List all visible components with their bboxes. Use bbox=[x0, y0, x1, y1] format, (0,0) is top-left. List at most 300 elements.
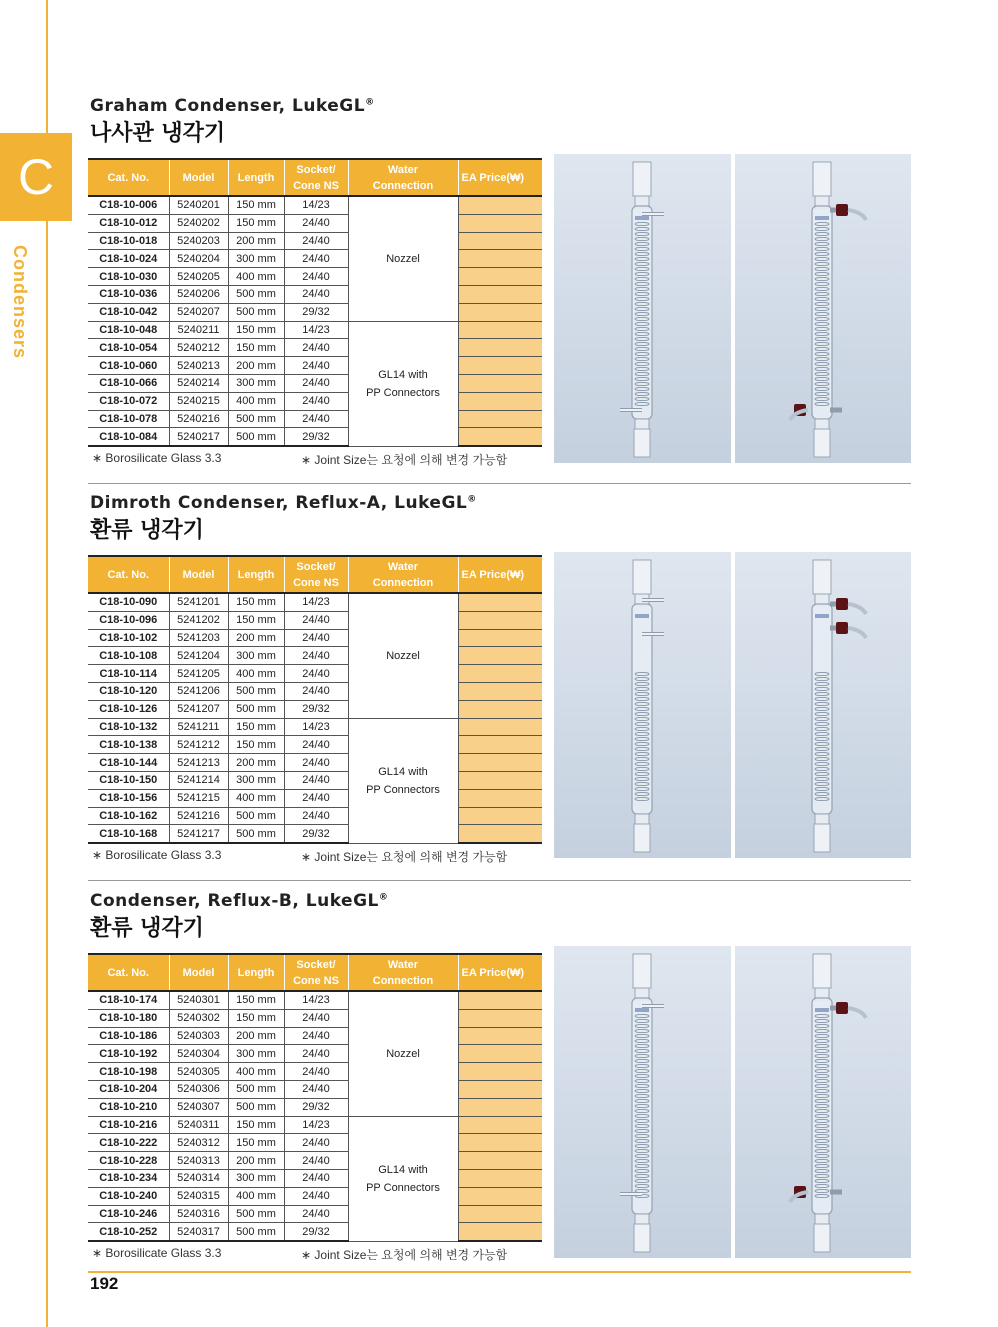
socket-size: 24/40 bbox=[284, 1187, 348, 1205]
cat-no: C18-10-150 bbox=[88, 771, 169, 789]
model-no: 5240301 bbox=[169, 991, 228, 1009]
price-cell bbox=[458, 718, 542, 736]
length-value: 150 mm bbox=[228, 1009, 284, 1027]
condenser-drawing-part bbox=[836, 1002, 848, 1014]
cat-no: C18-10-120 bbox=[88, 682, 169, 700]
length-value: 300 mm bbox=[228, 1045, 284, 1063]
cat-no: C18-10-072 bbox=[88, 392, 169, 410]
table-row bbox=[88, 1116, 542, 1134]
price-cell bbox=[458, 665, 542, 683]
length-value: 500 mm bbox=[228, 700, 284, 718]
cat-no: C18-10-234 bbox=[88, 1169, 169, 1187]
length-value: 150 mm bbox=[228, 991, 284, 1009]
table-row bbox=[88, 1187, 542, 1205]
cat-no: C18-10-180 bbox=[88, 1009, 169, 1027]
cat-no: C18-10-240 bbox=[88, 1187, 169, 1205]
cat-no: C18-10-018 bbox=[88, 232, 169, 250]
table-row bbox=[88, 1169, 542, 1187]
water-connection-nozzel: Nozzel bbox=[348, 196, 458, 321]
condenser-drawing-part bbox=[634, 824, 650, 852]
model-no: 5240313 bbox=[169, 1152, 228, 1170]
table-row bbox=[88, 357, 542, 375]
table-row bbox=[88, 250, 542, 268]
model-no: 5241211 bbox=[169, 718, 228, 736]
model-no: 5240305 bbox=[169, 1063, 228, 1081]
section-title: Dimroth Condenser, Reflux-A, LukeGL® bbox=[90, 493, 477, 513]
length-value: 500 mm bbox=[228, 1098, 284, 1116]
model-no: 5240315 bbox=[169, 1187, 228, 1205]
model-no: 5240307 bbox=[169, 1098, 228, 1116]
length-value: 400 mm bbox=[228, 665, 284, 683]
table-row bbox=[88, 807, 542, 825]
table-row bbox=[88, 825, 542, 843]
length-value: 400 mm bbox=[228, 1063, 284, 1081]
length-value: 300 mm bbox=[228, 250, 284, 268]
length-value: 300 mm bbox=[228, 771, 284, 789]
section-subtitle: 나사관 냉각기 bbox=[90, 121, 226, 146]
price-cell bbox=[458, 268, 542, 286]
price-cell bbox=[458, 1187, 542, 1205]
table-row bbox=[88, 303, 542, 321]
socket-size: 24/40 bbox=[284, 629, 348, 647]
table-row bbox=[88, 1205, 542, 1223]
model-no: 5240205 bbox=[169, 268, 228, 286]
registered-mark: ® bbox=[365, 97, 375, 108]
water-connection-nozzel: Nozzel bbox=[348, 991, 458, 1116]
price-cell bbox=[458, 1152, 542, 1170]
model-no: 5241206 bbox=[169, 682, 228, 700]
header-length: Length bbox=[228, 556, 284, 593]
header-model: Model bbox=[169, 556, 228, 593]
condenser-drawing-part bbox=[815, 614, 829, 618]
model-no: 5240316 bbox=[169, 1205, 228, 1223]
model-no: 5241207 bbox=[169, 700, 228, 718]
section-title: Graham Condenser, LukeGL® bbox=[90, 96, 375, 116]
table-row bbox=[88, 991, 542, 1009]
header-water-connection: Water Connection bbox=[348, 159, 458, 196]
header-length: Length bbox=[228, 954, 284, 991]
cat-no: C18-10-138 bbox=[88, 736, 169, 754]
condenser-drawing-part bbox=[836, 598, 848, 610]
header-length: Length bbox=[228, 159, 284, 196]
table-row bbox=[88, 736, 542, 754]
header-model: Model bbox=[169, 159, 228, 196]
cat-no: C18-10-228 bbox=[88, 1152, 169, 1170]
section-divider bbox=[88, 483, 911, 484]
condenser-drawing-part bbox=[635, 814, 649, 824]
length-value: 300 mm bbox=[228, 374, 284, 392]
length-value: 150 mm bbox=[228, 1134, 284, 1152]
model-no: 5241214 bbox=[169, 771, 228, 789]
model-no: 5240201 bbox=[169, 196, 228, 214]
table-row bbox=[88, 700, 542, 718]
spec-table bbox=[88, 953, 542, 1242]
note-borosilicate: ∗ Borosilicate Glass 3.3 bbox=[92, 1246, 222, 1260]
length-value: 200 mm bbox=[228, 1152, 284, 1170]
cat-no: C18-10-162 bbox=[88, 807, 169, 825]
price-cell bbox=[458, 629, 542, 647]
model-no: 5240303 bbox=[169, 1027, 228, 1045]
graham-condenser-photo-nozzel bbox=[554, 154, 731, 463]
price-cell bbox=[458, 1009, 542, 1027]
cat-no: C18-10-036 bbox=[88, 285, 169, 303]
socket-size: 24/40 bbox=[284, 285, 348, 303]
price-cell bbox=[458, 392, 542, 410]
length-value: 150 mm bbox=[228, 214, 284, 232]
price-cell bbox=[458, 303, 542, 321]
dimroth-condenser-photo-gl14 bbox=[735, 552, 911, 858]
price-cell bbox=[458, 1134, 542, 1152]
table-row bbox=[88, 196, 542, 214]
socket-size: 24/40 bbox=[284, 1169, 348, 1187]
reflux-b-condenser-photo-gl14 bbox=[735, 946, 911, 1258]
condenser-drawing-part bbox=[633, 560, 651, 594]
cat-no: C18-10-156 bbox=[88, 789, 169, 807]
socket-size: 24/40 bbox=[284, 1134, 348, 1152]
header-model: Model bbox=[169, 954, 228, 991]
water-connection-nozzel: Nozzel bbox=[348, 593, 458, 718]
price-cell bbox=[458, 593, 542, 611]
condenser-drawing-part bbox=[848, 628, 866, 638]
cat-no: C18-10-192 bbox=[88, 1045, 169, 1063]
model-no: 5241215 bbox=[169, 789, 228, 807]
length-value: 500 mm bbox=[228, 303, 284, 321]
price-cell bbox=[458, 647, 542, 665]
cat-no: C18-10-024 bbox=[88, 250, 169, 268]
socket-size: 24/40 bbox=[284, 1045, 348, 1063]
table-row bbox=[88, 232, 542, 250]
cat-no: C18-10-066 bbox=[88, 374, 169, 392]
socket-size: 24/40 bbox=[284, 268, 348, 286]
condenser-drawing-part bbox=[814, 429, 830, 457]
cat-no: C18-10-198 bbox=[88, 1063, 169, 1081]
socket-size: 29/32 bbox=[284, 825, 348, 843]
price-cell bbox=[458, 789, 542, 807]
condenser-drawing-part bbox=[635, 614, 649, 618]
socket-size: 24/40 bbox=[284, 754, 348, 772]
condenser-drawing-part bbox=[635, 1214, 649, 1224]
cat-no: C18-10-030 bbox=[88, 268, 169, 286]
page-number: 192 bbox=[90, 1274, 119, 1293]
price-cell bbox=[458, 1063, 542, 1081]
length-value: 150 mm bbox=[228, 339, 284, 357]
note-joint-size: ∗ Joint Size는 요청에 의해 변경 가능함 bbox=[301, 453, 508, 467]
length-value: 500 mm bbox=[228, 807, 284, 825]
price-cell bbox=[458, 250, 542, 268]
length-value: 150 mm bbox=[228, 593, 284, 611]
model-no: 5240317 bbox=[169, 1223, 228, 1241]
dimroth-condenser-photo-nozzel bbox=[554, 552, 731, 858]
socket-size: 14/23 bbox=[284, 196, 348, 214]
model-no: 5240214 bbox=[169, 374, 228, 392]
socket-size: 24/40 bbox=[284, 1027, 348, 1045]
price-cell bbox=[458, 1045, 542, 1063]
note-borosilicate: ∗ Borosilicate Glass 3.3 bbox=[92, 451, 222, 465]
spec-table bbox=[88, 158, 542, 447]
socket-size: 24/40 bbox=[284, 1063, 348, 1081]
model-no: 5241203 bbox=[169, 629, 228, 647]
condenser-drawing-part bbox=[813, 954, 831, 988]
length-value: 200 mm bbox=[228, 357, 284, 375]
table-row bbox=[88, 771, 542, 789]
cat-no: C18-10-174 bbox=[88, 991, 169, 1009]
cat-no: C18-10-186 bbox=[88, 1027, 169, 1045]
cat-no: C18-10-048 bbox=[88, 321, 169, 339]
price-cell bbox=[458, 374, 542, 392]
price-cell bbox=[458, 232, 542, 250]
cat-no: C18-10-210 bbox=[88, 1098, 169, 1116]
table-row bbox=[88, 1009, 542, 1027]
condenser-drawing-part bbox=[836, 204, 848, 216]
model-no: 5240216 bbox=[169, 410, 228, 428]
socket-size: 14/23 bbox=[284, 593, 348, 611]
socket-size: 29/32 bbox=[284, 1223, 348, 1241]
length-value: 150 mm bbox=[228, 718, 284, 736]
model-no: 5240304 bbox=[169, 1045, 228, 1063]
table-row bbox=[88, 1027, 542, 1045]
price-cell bbox=[458, 339, 542, 357]
model-no: 5240207 bbox=[169, 303, 228, 321]
table-row bbox=[88, 1080, 542, 1098]
cat-no: C18-10-108 bbox=[88, 647, 169, 665]
condenser-drawing-part bbox=[815, 814, 829, 824]
length-value: 400 mm bbox=[228, 789, 284, 807]
socket-size: 24/40 bbox=[284, 1205, 348, 1223]
price-cell bbox=[458, 1027, 542, 1045]
socket-size: 24/40 bbox=[284, 736, 348, 754]
price-cell bbox=[458, 682, 542, 700]
condenser-drawing-part bbox=[836, 622, 848, 634]
socket-size: 24/40 bbox=[284, 789, 348, 807]
table-row bbox=[88, 789, 542, 807]
price-cell bbox=[458, 1223, 542, 1241]
model-no: 5241213 bbox=[169, 754, 228, 772]
socket-size: 24/40 bbox=[284, 807, 348, 825]
socket-size: 24/40 bbox=[284, 392, 348, 410]
note-borosilicate: ∗ Borosilicate Glass 3.3 bbox=[92, 848, 222, 862]
socket-size: 24/40 bbox=[284, 1152, 348, 1170]
price-cell bbox=[458, 1098, 542, 1116]
cat-no: C18-10-204 bbox=[88, 1080, 169, 1098]
cat-no: C18-10-246 bbox=[88, 1205, 169, 1223]
section-divider bbox=[88, 880, 911, 881]
price-cell bbox=[458, 214, 542, 232]
table-row bbox=[88, 629, 542, 647]
water-connection-gl14: GL14 with PP Connectors bbox=[348, 321, 458, 446]
length-value: 500 mm bbox=[228, 1205, 284, 1223]
length-value: 500 mm bbox=[228, 1223, 284, 1241]
socket-size: 29/32 bbox=[284, 700, 348, 718]
length-value: 200 mm bbox=[228, 629, 284, 647]
length-value: 150 mm bbox=[228, 1116, 284, 1134]
header-cat-no: Cat. No. bbox=[88, 954, 169, 991]
cat-no: C18-10-144 bbox=[88, 754, 169, 772]
reflux-b-condenser-photo-nozzel bbox=[554, 946, 731, 1258]
cat-no: C18-10-126 bbox=[88, 700, 169, 718]
socket-size: 24/40 bbox=[284, 665, 348, 683]
socket-size: 14/23 bbox=[284, 1116, 348, 1134]
cat-no: C18-10-252 bbox=[88, 1223, 169, 1241]
table-row bbox=[88, 268, 542, 286]
condenser-drawing-part bbox=[634, 429, 650, 457]
cat-no: C18-10-216 bbox=[88, 1116, 169, 1134]
condenser-drawing-part bbox=[848, 604, 866, 614]
length-value: 200 mm bbox=[228, 754, 284, 772]
price-cell bbox=[458, 771, 542, 789]
cat-no: C18-10-084 bbox=[88, 428, 169, 446]
note-joint-size: ∗ Joint Size는 요청에 의해 변경 가능함 bbox=[301, 850, 508, 864]
model-no: 5240311 bbox=[169, 1116, 228, 1134]
length-value: 500 mm bbox=[228, 825, 284, 843]
socket-size: 14/23 bbox=[284, 321, 348, 339]
note-joint-size: ∗ Joint Size는 요청에 의해 변경 가능함 bbox=[301, 1248, 508, 1262]
condenser-drawing-part bbox=[815, 1008, 829, 1012]
model-no: 5240213 bbox=[169, 357, 228, 375]
cat-no: C18-10-054 bbox=[88, 339, 169, 357]
table-row bbox=[88, 410, 542, 428]
socket-size: 24/40 bbox=[284, 374, 348, 392]
table-row bbox=[88, 1134, 542, 1152]
price-cell bbox=[458, 611, 542, 629]
cat-no: C18-10-012 bbox=[88, 214, 169, 232]
table-row bbox=[88, 718, 542, 736]
table-row bbox=[88, 339, 542, 357]
footer-rule bbox=[88, 1271, 911, 1273]
price-cell bbox=[458, 1169, 542, 1187]
condenser-drawing-part bbox=[815, 216, 829, 220]
section-title: Condenser, Reflux-B, LukeGL® bbox=[90, 891, 389, 911]
condenser-drawing-part bbox=[815, 1214, 829, 1224]
table-row bbox=[88, 392, 542, 410]
price-cell bbox=[458, 991, 542, 1009]
table-row bbox=[88, 1098, 542, 1116]
socket-size: 24/40 bbox=[284, 410, 348, 428]
table-row bbox=[88, 1063, 542, 1081]
header-price: EA Price(₩) bbox=[458, 159, 542, 196]
socket-size: 24/40 bbox=[284, 611, 348, 629]
price-cell bbox=[458, 700, 542, 718]
cat-no: C18-10-102 bbox=[88, 629, 169, 647]
water-connection-gl14: GL14 with PP Connectors bbox=[348, 718, 458, 843]
condenser-drawing-part bbox=[635, 1008, 649, 1012]
socket-size: 24/40 bbox=[284, 647, 348, 665]
condenser-drawing-part bbox=[813, 162, 831, 196]
length-value: 500 mm bbox=[228, 1080, 284, 1098]
registered-mark: ® bbox=[378, 892, 389, 903]
length-value: 200 mm bbox=[228, 232, 284, 250]
model-no: 5240206 bbox=[169, 285, 228, 303]
price-cell bbox=[458, 807, 542, 825]
price-cell bbox=[458, 285, 542, 303]
length-value: 150 mm bbox=[228, 736, 284, 754]
chapter-label-text: Condensers bbox=[10, 245, 30, 360]
socket-size: 14/23 bbox=[284, 991, 348, 1009]
table-row bbox=[88, 285, 542, 303]
chapter-label bbox=[4, 245, 44, 375]
condenser-drawing-part bbox=[814, 1224, 830, 1252]
table-row bbox=[88, 1223, 542, 1241]
length-value: 500 mm bbox=[228, 428, 284, 446]
header-cat-no: Cat. No. bbox=[88, 556, 169, 593]
table-row bbox=[88, 374, 542, 392]
header-cat-no: Cat. No. bbox=[88, 159, 169, 196]
table-row bbox=[88, 647, 542, 665]
length-value: 400 mm bbox=[228, 392, 284, 410]
model-no: 5240312 bbox=[169, 1134, 228, 1152]
socket-size: 24/40 bbox=[284, 1080, 348, 1098]
length-value: 150 mm bbox=[228, 321, 284, 339]
length-value: 400 mm bbox=[228, 268, 284, 286]
price-cell bbox=[458, 736, 542, 754]
table-row bbox=[88, 214, 542, 232]
condenser-drawing-part bbox=[815, 419, 829, 429]
price-cell bbox=[458, 428, 542, 446]
condenser-drawing-part bbox=[635, 216, 649, 220]
model-no: 5241212 bbox=[169, 736, 228, 754]
table-row bbox=[88, 682, 542, 700]
price-cell bbox=[458, 410, 542, 428]
length-value: 150 mm bbox=[228, 196, 284, 214]
model-no: 5240211 bbox=[169, 321, 228, 339]
length-value: 500 mm bbox=[228, 410, 284, 428]
chapter-letter: C bbox=[17, 149, 55, 205]
socket-size: 14/23 bbox=[284, 718, 348, 736]
condenser-drawing-part bbox=[633, 162, 651, 196]
length-value: 300 mm bbox=[228, 1169, 284, 1187]
header-price: EA Price(₩) bbox=[458, 556, 542, 593]
length-value: 500 mm bbox=[228, 285, 284, 303]
model-no: 5240204 bbox=[169, 250, 228, 268]
water-connection-gl14: GL14 with PP Connectors bbox=[348, 1116, 458, 1241]
socket-size: 24/40 bbox=[284, 214, 348, 232]
socket-size: 24/40 bbox=[284, 771, 348, 789]
table-row bbox=[88, 611, 542, 629]
model-no: 5240202 bbox=[169, 214, 228, 232]
header-socket: Socket/ Cone NS bbox=[284, 159, 348, 196]
model-no: 5240215 bbox=[169, 392, 228, 410]
table-row bbox=[88, 665, 542, 683]
header-socket: Socket/ Cone NS bbox=[284, 954, 348, 991]
model-no: 5240306 bbox=[169, 1080, 228, 1098]
socket-size: 24/40 bbox=[284, 339, 348, 357]
condenser-drawing-part bbox=[848, 1008, 866, 1018]
spec-table bbox=[88, 555, 542, 844]
cat-no: C18-10-090 bbox=[88, 593, 169, 611]
graham-condenser-photo-gl14 bbox=[735, 154, 911, 463]
length-value: 500 mm bbox=[228, 682, 284, 700]
table-row bbox=[88, 1152, 542, 1170]
condenser-drawing-part bbox=[813, 560, 831, 594]
model-no: 5240212 bbox=[169, 339, 228, 357]
length-value: 400 mm bbox=[228, 1187, 284, 1205]
model-no: 5240314 bbox=[169, 1169, 228, 1187]
model-no: 5240217 bbox=[169, 428, 228, 446]
model-no: 5241205 bbox=[169, 665, 228, 683]
cat-no: C18-10-078 bbox=[88, 410, 169, 428]
header-socket: Socket/ Cone NS bbox=[284, 556, 348, 593]
length-value: 300 mm bbox=[228, 647, 284, 665]
header-water-connection: Water Connection bbox=[348, 954, 458, 991]
price-cell bbox=[458, 825, 542, 843]
price-cell bbox=[458, 754, 542, 772]
cat-no: C18-10-060 bbox=[88, 357, 169, 375]
socket-size: 24/40 bbox=[284, 682, 348, 700]
table-row bbox=[88, 593, 542, 611]
table-row bbox=[88, 754, 542, 772]
length-value: 150 mm bbox=[228, 611, 284, 629]
model-no: 5240203 bbox=[169, 232, 228, 250]
condenser-drawing-part bbox=[814, 824, 830, 852]
